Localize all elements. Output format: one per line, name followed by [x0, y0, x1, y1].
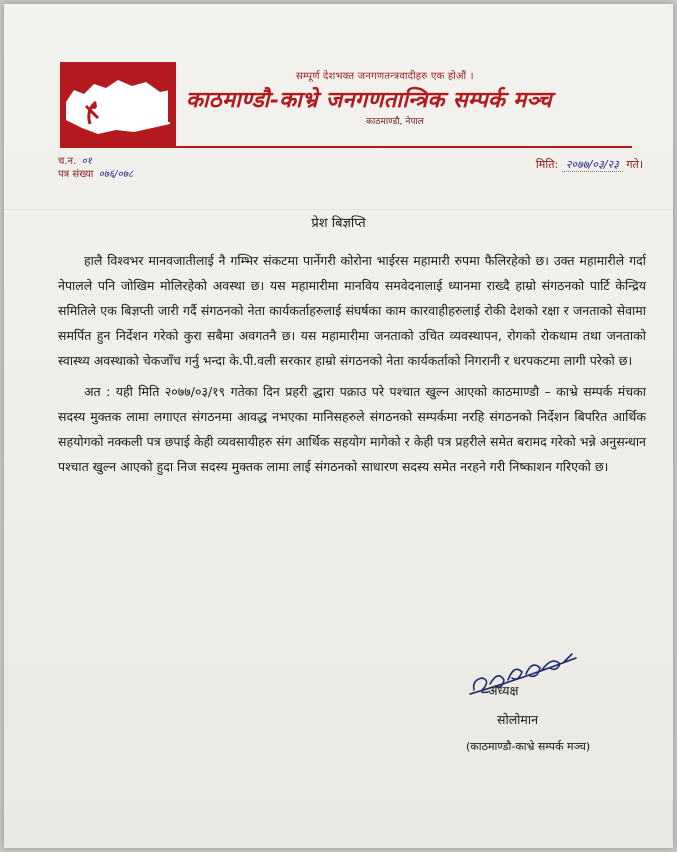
press-release-body: [58, 248, 646, 485]
letter-number-row: [58, 168, 133, 181]
date-suffix: गते।: [626, 158, 643, 171]
signatory-organization: (काठमाण्डौ-काभ्रे सम्पर्क मञ्च): [466, 740, 591, 753]
letter-number-label: पत्र संख्या: [58, 169, 94, 180]
cha-number-label: च.न.: [58, 156, 77, 167]
organization-name: काठमाण्डौ-काभ्रे जनगणतान्त्रिक सम्पर्क मञ्च: [186, 87, 552, 113]
signatory-title: अध्यक्ष: [488, 683, 519, 698]
paper-fold: [4, 209, 673, 210]
handwritten-signature: [468, 650, 578, 696]
party-logo-icon: [60, 62, 176, 146]
cha-number-value: ०१: [81, 156, 92, 167]
letterhead-motto: सम्पूर्ण देशभक्त जनगणतन्त्रवादीहरु एक होऔं ।: [296, 71, 474, 82]
press-release-heading: प्रेश बिज्ञप्ति: [311, 216, 366, 231]
signatory-name: सोलोमान: [497, 712, 539, 727]
date-label: मिति:: [535, 158, 559, 171]
letterhead-divider: [60, 146, 632, 148]
body-paragraph: अत : यही मिति २०७७/०३/१९ गतेका दिन प्रहरी द्धारा पक्राउ परे पश्चात खुल्न आएको काठमाण्डौ – काभ्रे सम्पर्क मंचका सदस्य मुक्तक लामा लगाएत संगठनमा आवद्ध नभएका मानिसहरुले संगठनको सम्पर्कमा नरहि संगठनको निर्देशन बिपरित आर्थिक सहयोगको नक्कली पत्र छपाई केही व्यवसायीहरु संग आर्थिक सहयोग मागेको र केही पत्र प्रहरीले समेत बरामद गरेको भन्ने अनुसन्धान पश्चात खुल्न आएको हुदा निज सदस्य मुक्तक लामा लाई संगठनको साधारण सदस्य समेत नरहने गरी निष्काशन गरिएको छ।: [58, 384, 646, 474]
letterhead: [60, 62, 632, 146]
date-line: [536, 157, 643, 172]
cha-number-row: [58, 155, 133, 168]
date-value: २०७७/०३/२३: [562, 158, 623, 172]
letter-number-value: ०७६/०७८: [98, 169, 134, 180]
body-paragraph: हालै विश्वभर मानवजातीलाई नै गम्भिर संकटमा पार्नेगरी कोरोना भाईरस महामारी रुपमा फैलिरहेको छ। उक्त महामारीले गर्दा नेपालले पनि जोखिम मोलिरहेको अवस्था छ। यस महामारीमा मानविय समवेदनालाई ध्यानमा राख्दै हाम्रो संगठनको पार्टि केन्द्रिय समितिले एक बिज्ञप्ती जारी गर्दै संगठनको नेता कार्यकर्ताहरुलाई संघर्षका काम कारवाहीहरुलाई रोकी देशको रक्षा र जनताको सेवामा समर्पित हुन निर्देशन गरेको कुरा सबैमा अवगतनै छ। यस महामारीमा जनताको उचित व्यवस्थापन, रोगको रोकथाम तथा जनताको स्वास्थ्य अवस्थाको चेकजाँच गर्नु भन्दा के.पी.वली सरकार हाम्रो संगठनको नेता कार्यकर्ताको निगरानी र धरपकटमा लागी परेको छ।: [58, 253, 646, 368]
reference-block: [58, 155, 133, 181]
organization-location: काठमाण्डौ, नेपाल: [366, 117, 424, 127]
